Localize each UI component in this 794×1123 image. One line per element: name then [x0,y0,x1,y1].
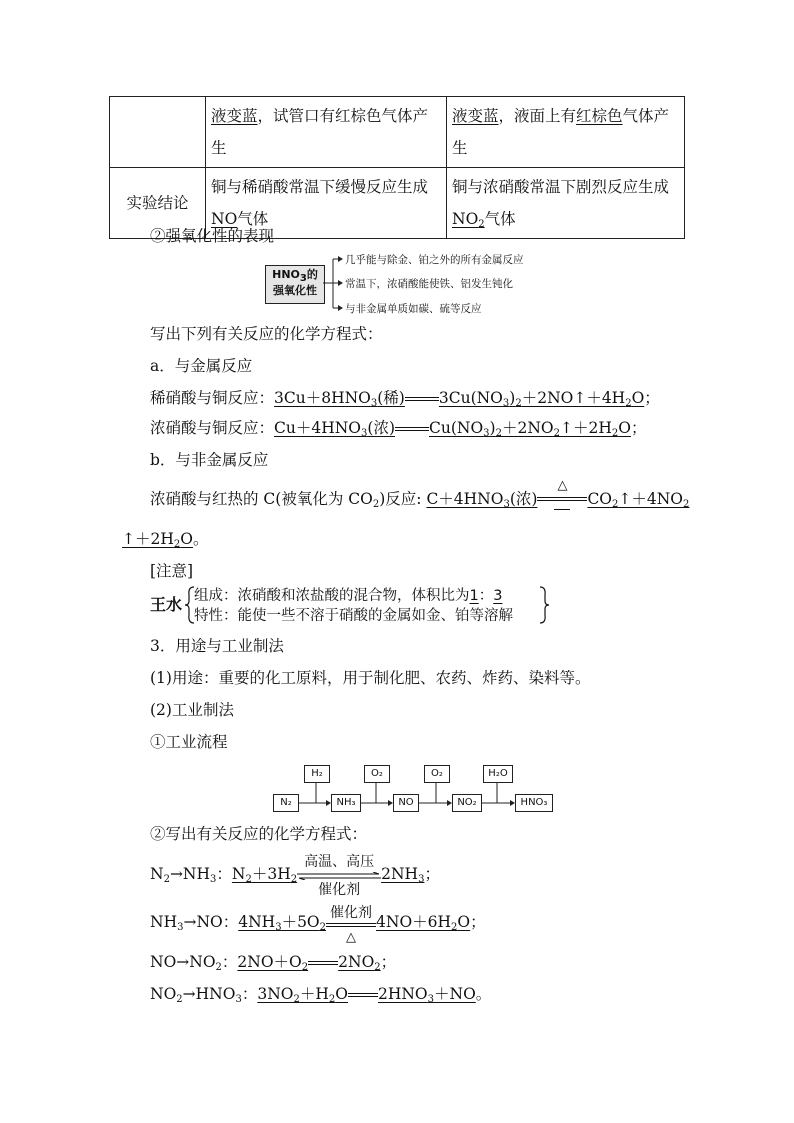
arrow-head-icon [338,256,343,262]
equation-answer: $Cu+4HNO_3$(浓) $Cu(NO_3)_2+2NO_2↑+2H_2O$ [274,419,631,439]
table-cell [447,97,685,168]
equal-sign-icon [348,993,378,997]
arrow-head-icon [510,800,515,806]
branch-text-3: 与非金属单质如碳、硫等反应 [345,303,482,315]
paragraph: (1)用途：重要的化工原料，用于制化肥、农药、炸药、染料等。 [150,669,591,687]
paragraph: 写出下列有关反应的化学方程式： [150,325,383,343]
condition-text: 催化剂 [318,882,361,898]
aqua-line-2: 特性：能使一些不溶于硝酸的金属如金、铂等溶解 [194,608,513,624]
aqua-text: ： [478,588,494,604]
subscript: 3 [299,273,307,284]
cell-text: 气体产生 [452,107,670,157]
equal-sign-icon [395,427,429,431]
equation-3-cont: $↑+2H_2O$。 [122,530,209,550]
aqua-line-1 [194,584,502,605]
underlined-answer: 液变蓝 [211,107,258,125]
flow-box-no: NO [393,794,419,812]
flow-box-hno3: HNO₃ [515,794,553,812]
equation-2: 浓硝酸与铜反应：$Cu+4HNO_3$(浓) $Cu(NO_3)_2+2NO_2↑+2H_2O$； [150,419,647,439]
paragraph: (2)工业制法 [150,701,234,719]
catalyst-heat-sign-icon [326,904,376,945]
flow-box-no2: NO₂ [452,794,482,812]
cell-text: 铜与稀硝酸常温下缓慢反应生成 [211,178,429,196]
equation-1: 稀硝酸与铜反应：$3Cu+8HNO_3$(稀) $3Cu(NO_3)_2+2NO↑+4H_2O$； [150,389,660,409]
formula-text: NO [452,210,479,228]
branch-text-2: 常温下，浓硝酸能使铁、铝发生钝化 [345,278,513,290]
branch-lines [323,250,343,316]
cell-text: ，试管口有红棕色气体产生 [211,107,429,157]
subscript: 2 [478,219,485,230]
table-cell-empty [110,97,206,168]
equation-no-no2: $NO\to NO_2$：$2NO+O_2$ $2NO_2$； [150,953,397,973]
section-title: 3．用途与工业制法 [150,637,284,655]
underlined-answer: 1 [469,588,479,604]
table-cell [206,97,447,168]
equation-label: )反应: [379,490,422,508]
hno3-box [265,265,325,304]
cell-text: 铜与浓硝酸常温下剧烈反应生成 [452,178,670,196]
paragraph: ①工业流程 [150,733,228,751]
aqua-regia-name: 王水 [150,595,183,614]
flow-box-o2: O₂ [364,765,390,783]
experiment-table [109,96,685,239]
flow-box-h2: H₂ [304,765,330,783]
equal-sign-icon [308,961,338,965]
flow-box-n2: N₂ [273,794,299,812]
equation-label: 浓硝酸与铜反应： [150,419,275,437]
equal-sign-icon [405,397,439,401]
right-brace-icon [538,585,550,625]
flow-box-o2: O₂ [424,765,450,783]
equation-3: 浓硝酸与红热的 C(被氧化为 $CO_2$)反应: $C+4HNO_3$(浓) △ $CO_2↑+4NO_2$ [150,477,690,510]
equation-answer: $3Cu+8HNO_3$(稀) $3Cu(NO_3)_2+2NO↑+4H_2O$ [274,389,645,409]
box-text: 的 [306,268,318,281]
paragraph: a．与金属反应 [150,357,253,375]
table-row [110,97,685,168]
underlined-answer: 液变蓝 [452,107,499,125]
underlined-answer [452,210,485,228]
table-cell [447,168,685,239]
arrow-head-icon [338,280,343,286]
underlined-answer: 3 [493,588,503,604]
underlined-answer: 红棕色 [576,107,623,125]
note-label: [注意] [150,562,194,580]
aqua-text: 组成：浓硝酸和浓盐酸的混合物，体积比为 [194,588,470,604]
equation-label: 浓硝酸与红热的 C(被氧化为 CO [150,490,373,508]
box-text: HNO [272,268,300,281]
condition-text: 催化剂 [330,904,373,921]
equation-no2-hno3: $NO_2\to HNO_3$：$3NO_2+H_2O$ $2HNO_3+NO$。 [150,985,492,1005]
heat-equal-sign-icon [537,477,587,510]
equation-label: 稀硝酸与铜反应： [150,389,275,407]
reversible-sign-icon [297,854,381,898]
equation-answer: $C+4HNO_3$(浓) [426,490,538,510]
paragraph: b．与非金属反应 [150,451,269,469]
section-title: ②强氧化性的表现 [150,227,275,245]
arrow-head-icon [388,800,393,806]
paragraph: ②写出有关反应的化学方程式： [150,825,368,843]
condition-text: 高温、高压 [304,854,375,870]
flow-arrows [295,780,520,810]
cell-text: 气体 [484,210,516,228]
equation-n2-nh3: $N_2\to NH_3$：$N_2+3H_2$ 高温、高压 催化剂 $2NH_3$； [150,854,440,898]
equation-answer: $CO_2↑+4NO_2$ [587,490,690,510]
cell-text: ，液面上有 [498,107,577,125]
underlined-answer: NO [211,210,238,228]
cell-text: 气体 [237,210,269,228]
row-label: 实验结论 [110,168,206,239]
condition-text: △ [346,929,357,945]
equation-nh3-no: $NH_3\to NO$：$4NH_3+5O_2$ 催化剂 △ $4NO+6H_2O$； [150,904,486,945]
arrow-head-icon [338,305,343,311]
arrow-head-icon [326,800,331,806]
box-text: 强氧化性 [273,284,317,297]
flow-box-nh3: NH₃ [331,794,361,812]
arrow-head-icon [447,800,452,806]
branch-text-1: 几乎能与除金、铂之外的所有金属反应 [345,254,524,266]
flow-box-h2o: H₂O [483,765,513,783]
condition-text: △ [557,477,568,493]
